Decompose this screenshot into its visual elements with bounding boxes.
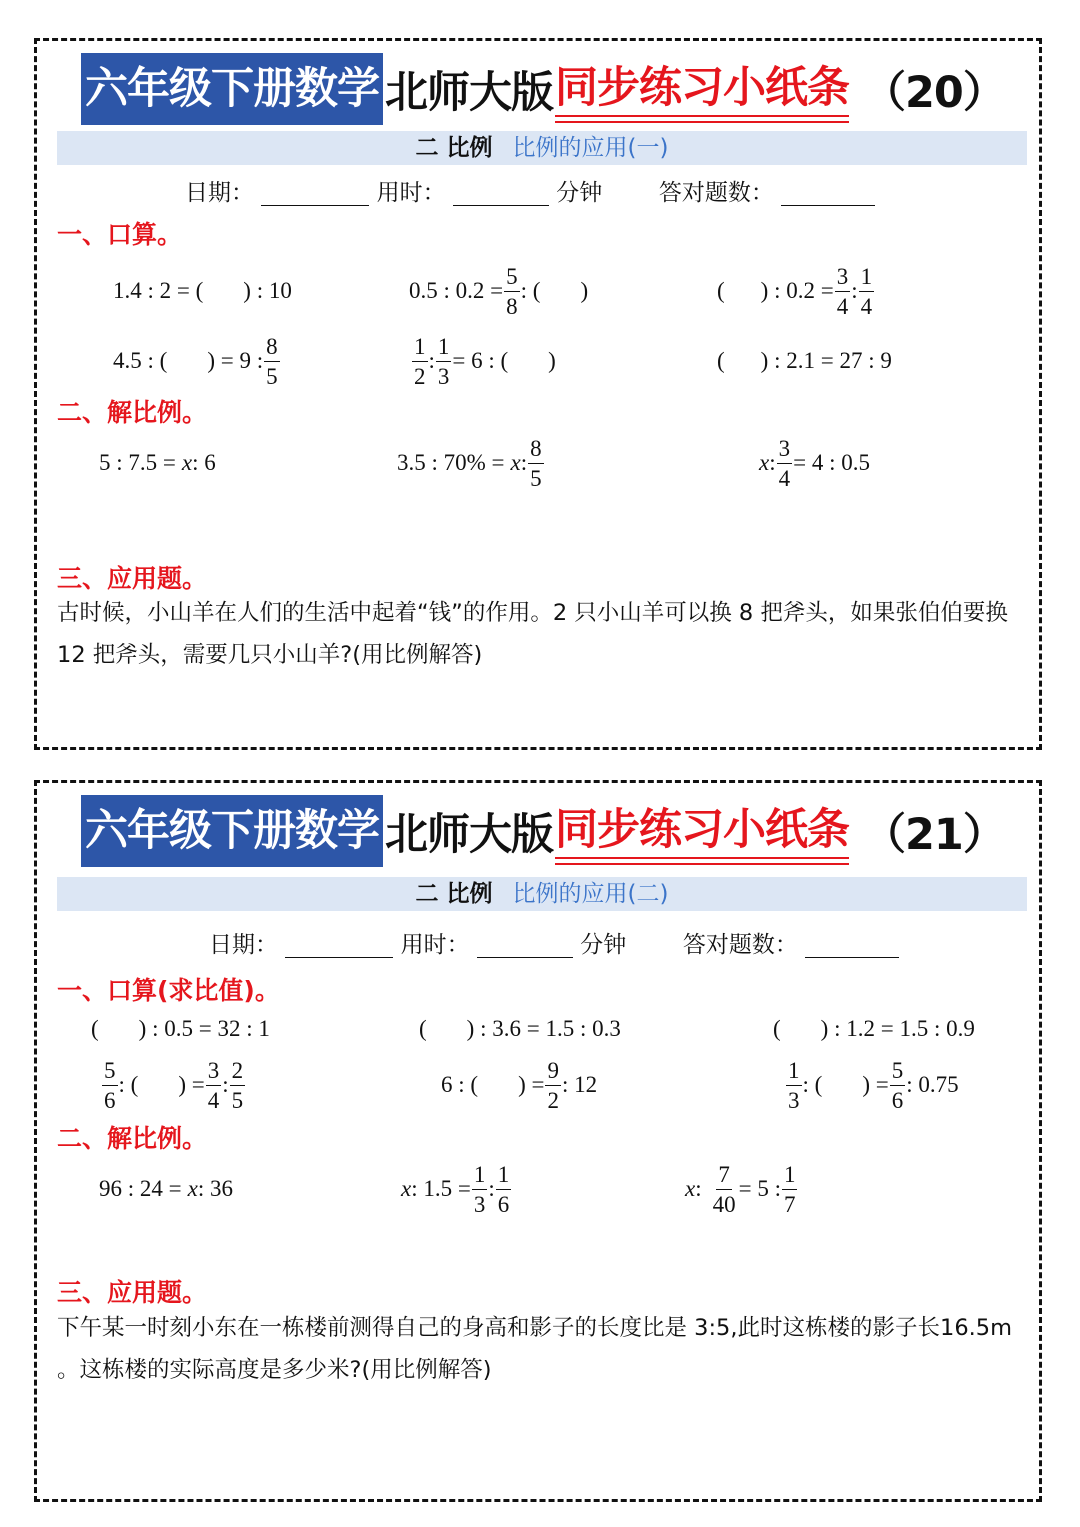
time-blank[interactable]: [477, 929, 573, 958]
date-label: 日期：: [209, 932, 278, 958]
sheet-title: [81, 795, 1005, 867]
worksheet-card-20: [34, 38, 1042, 750]
correct-count-label: 答对题数：: [682, 932, 798, 958]
title-grade-part: 六年级下册数学: [81, 53, 383, 125]
date-blank[interactable]: [285, 929, 393, 958]
proportion-problem: x : 1.5 = $\frac{1}{3}$ : $\frac{1}{6}$: [401, 1161, 510, 1217]
chapter-bar: [57, 131, 1027, 165]
oral-problem: 6 : ( ) = $\frac{9}{2}$ : 12: [441, 1057, 598, 1113]
section-word-problem-heading: 三、应用题。: [57, 564, 208, 593]
title-edition-part: 北师大版: [385, 809, 553, 860]
oral-problem: ( ) : 3.6 = 1.5 : 0.3: [419, 1016, 621, 1041]
oral-problem: $\frac{1}{2}$ : $\frac{1}{3}$ = 6 : ( ): [414, 333, 556, 389]
title-practice-part: 同步练习小纸条: [555, 62, 849, 117]
title-number: （20）: [863, 67, 1005, 118]
chapter-section: 二 比例: [415, 135, 493, 161]
time-blank[interactable]: [453, 177, 549, 206]
section-solve-heading: 二、解比例。: [57, 398, 208, 427]
proportion-problem: 5 : 7.5 = x : 6: [99, 450, 216, 475]
worksheet-card-21: [34, 780, 1042, 1502]
oral-problem: $\frac{5}{6}$ : ( ) = $\frac{3}{4}$ : $\frac{2}{5}$: [104, 1057, 244, 1113]
chapter-topic: 比例的应用(二): [512, 881, 669, 907]
meta-row: [185, 173, 875, 213]
oral-problem: ( ) : 1.2 = 1.5 : 0.9: [773, 1016, 975, 1041]
section-solve-heading: 二、解比例。: [57, 1124, 208, 1153]
oral-problem: 0.5 : 0.2 = $\frac{5}{8}$ : ( ): [409, 263, 589, 319]
sheet-title: [81, 53, 1005, 125]
title-edition-part: 北师大版: [385, 67, 553, 118]
proportion-problem: 3.5 : 70% = x : $\frac{8}{5}$: [397, 435, 542, 491]
proportion-problem: 96 : 24 = x : 36: [99, 1176, 233, 1201]
time-label: 用时：: [376, 180, 446, 206]
minutes-label: 分钟: [580, 932, 627, 958]
section-oral-heading: 一、口算。: [57, 220, 183, 249]
section-oral-heading: 一、口算(求比值)。: [57, 976, 280, 1005]
oral-problem: 1.4 : 2 = ( ) : 10: [113, 278, 292, 303]
chapter-topic: 比例的应用(一): [512, 135, 669, 161]
time-label: 用时：: [400, 932, 470, 958]
correct-count-blank[interactable]: [781, 177, 875, 206]
title-practice-part: 同步练习小纸条: [555, 804, 849, 859]
section-word-problem-heading: 三、应用题。: [57, 1278, 208, 1307]
word-problem-text: 古时候，小山羊在人们的生活中起着“钱”的作用。2 只小山羊可以换 8 把斧头，如果张伯伯要换 12 把斧头，需要几只小山羊?(用比例解答): [57, 600, 1008, 668]
minutes-label: 分钟: [556, 180, 603, 206]
date-blank[interactable]: [261, 177, 369, 206]
word-problem-text: 下午某一时刻小东在一栋楼前测得自己的身高和影子的长度比是 3:5,此时这栋楼的影子长16.5m 。这栋楼的实际高度是多少米?(用比例解答): [57, 1315, 1013, 1383]
correct-count-blank[interactable]: [805, 929, 899, 958]
chapter-bar: [57, 877, 1027, 911]
chapter-section: 二 比例: [415, 881, 493, 907]
date-label: 日期：: [185, 180, 254, 206]
proportion-problem: x : $\frac{3}{4}$ = 4 : 0.5: [759, 435, 870, 491]
oral-problem: $\frac{1}{3}$ : ( ) = $\frac{5}{6}$ : 0.75: [788, 1057, 959, 1113]
oral-problem: ( ) : 0.5 = 32 : 1: [91, 1016, 270, 1041]
oral-problem: ( ) : 2.1 = 27 : 9: [717, 348, 892, 373]
oral-problem: 4.5 : ( ) = 9 : $\frac{8}{5}$: [113, 333, 278, 389]
correct-count-label: 答对题数：: [658, 180, 774, 206]
oral-problem: ( ) : 0.2 = $\frac{3}{4}$ : $\frac{1}{4}$: [717, 263, 873, 319]
proportion-problem: x : $\frac{7}{40}$ = 5 : $\frac{1}{7}$: [685, 1161, 796, 1217]
meta-row: [209, 925, 899, 965]
title-number: （21）: [863, 809, 1005, 860]
title-grade-part: 六年级下册数学: [81, 795, 383, 867]
